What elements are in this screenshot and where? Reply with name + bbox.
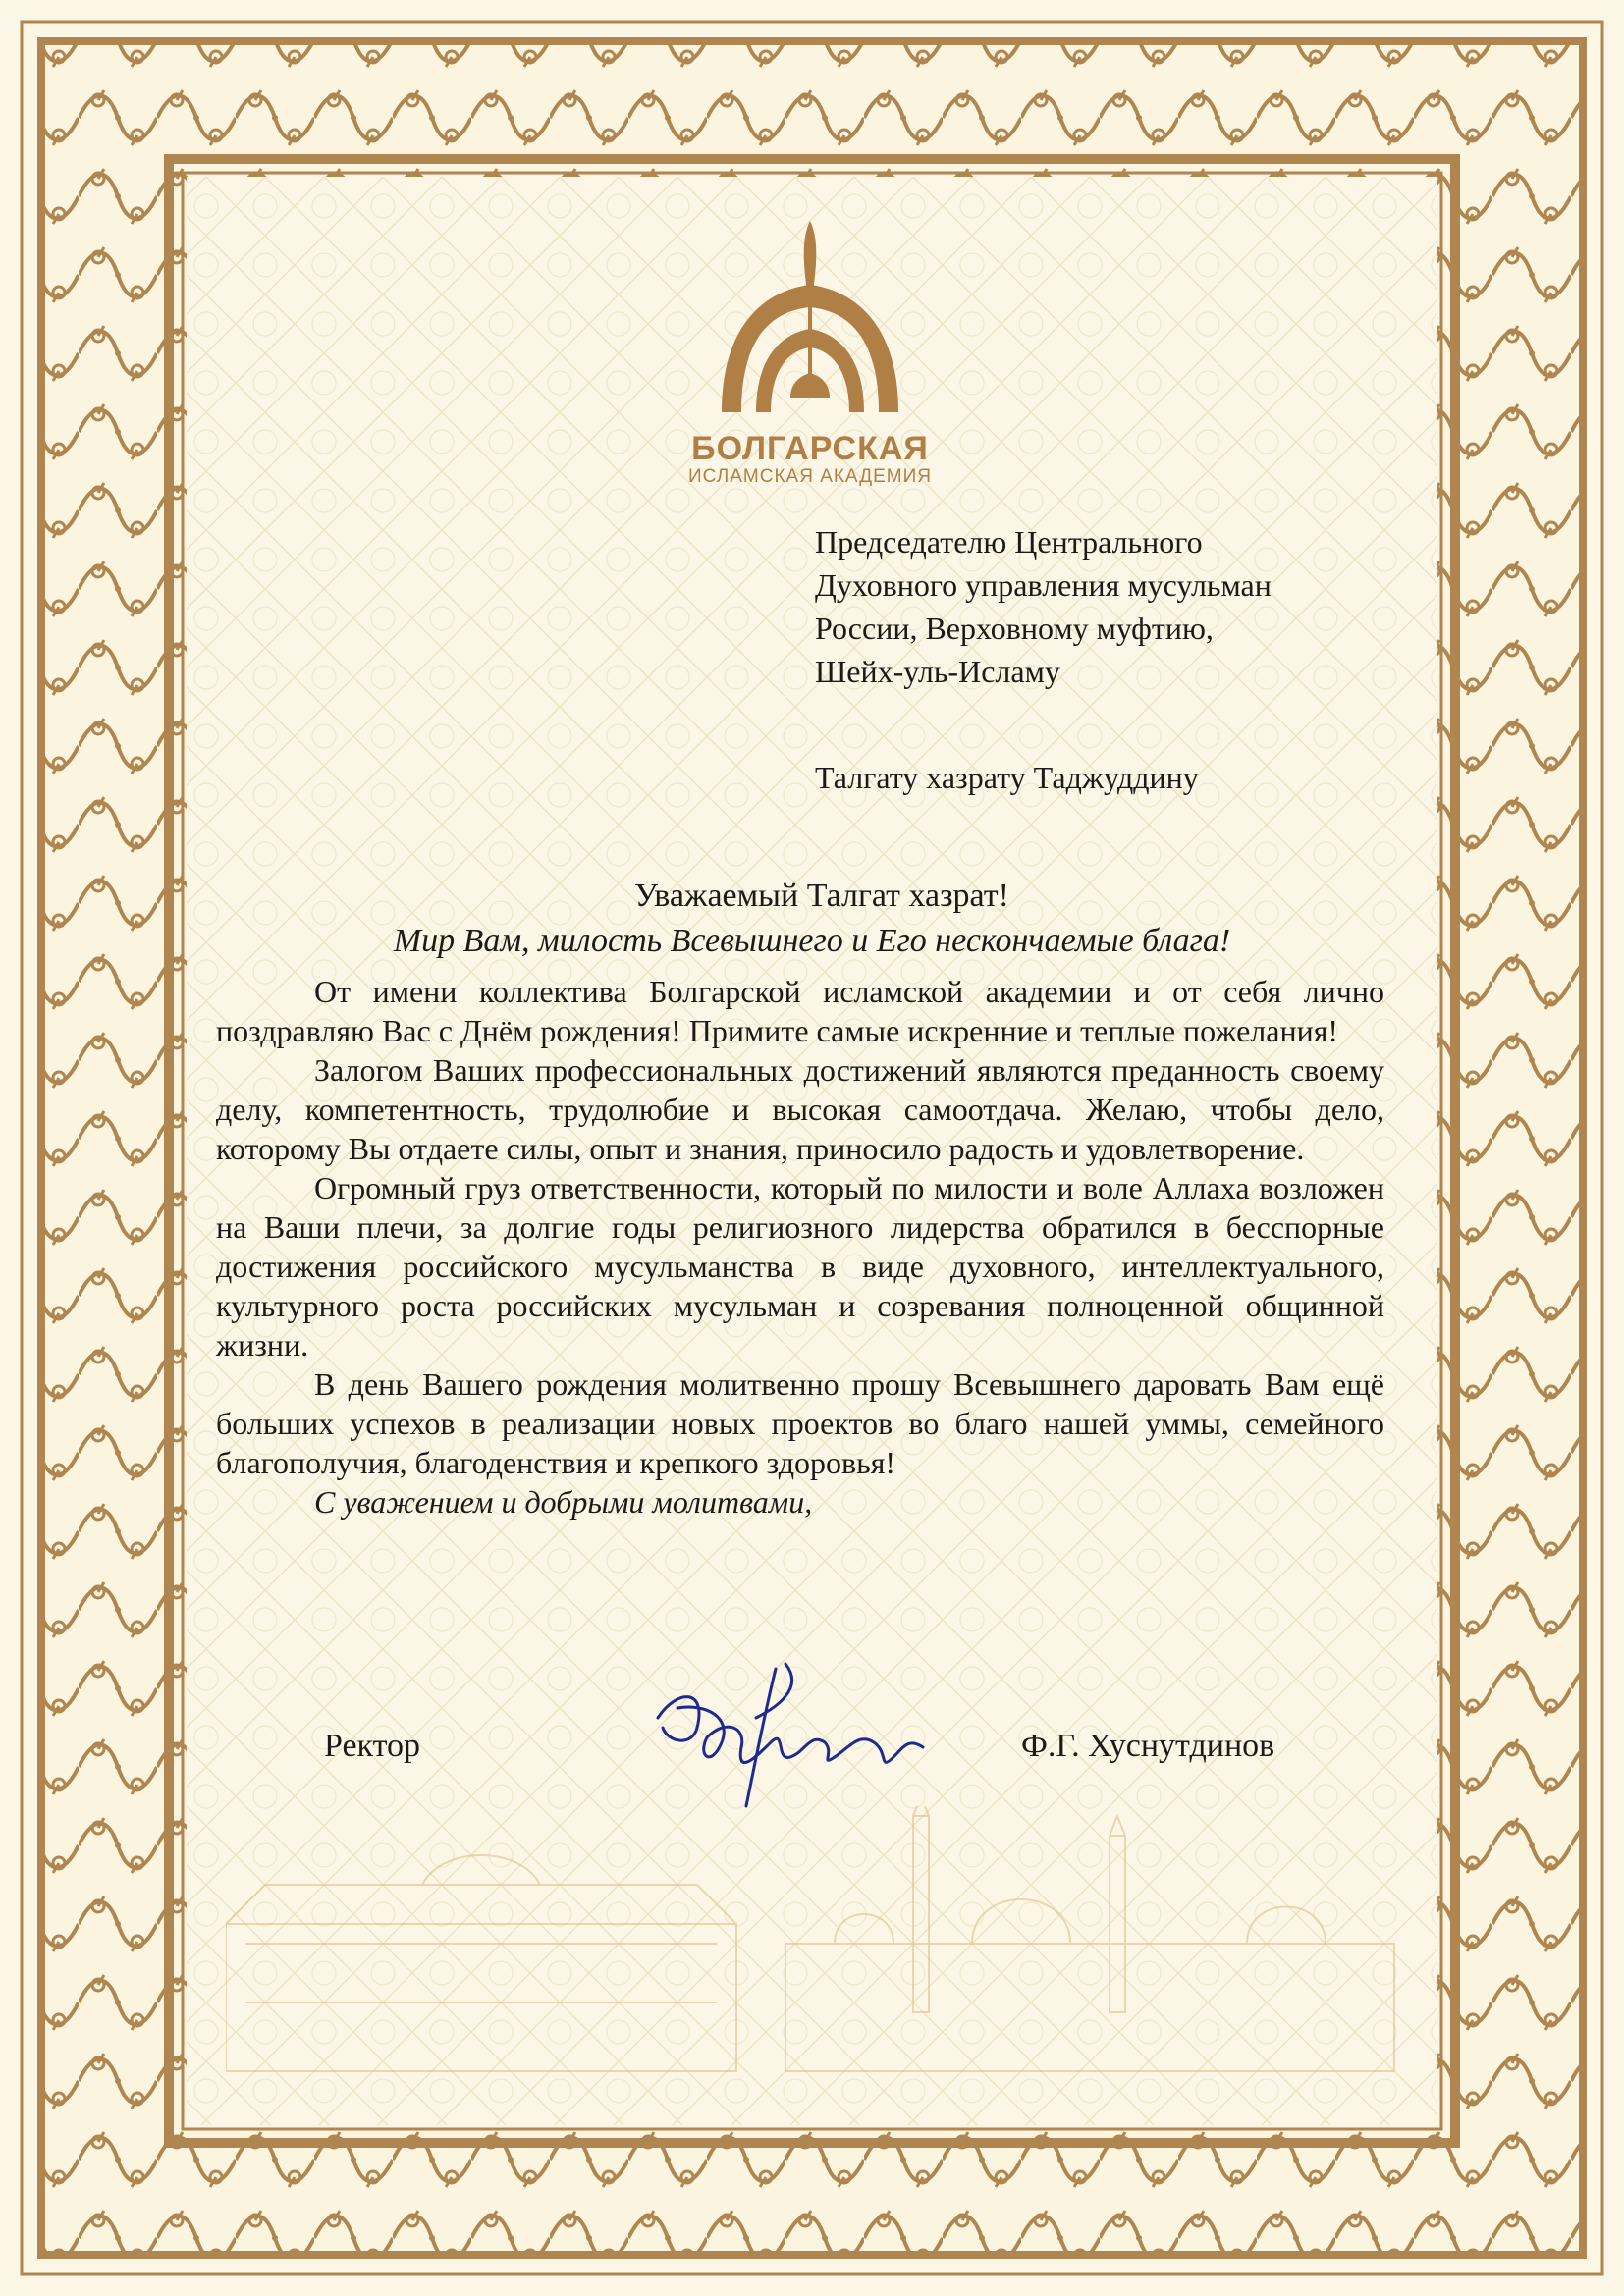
body-paragraph: Залогом Ваших профессиональных достижений являются преданность своему делу, компетентность, трудолюбие и высокая самоотдача. Желаю, чтобы дело, которому Вы отдаете силы, опыт и знания, приносило радость и удовлетворение.	[216, 1052, 1384, 1166]
buildings-watermark-icon	[226, 1806, 1404, 2081]
addressee-name: Талгату хазрату Таджуддину	[815, 760, 1199, 795]
addressee-line: Председателю Центрального	[815, 524, 1203, 560]
salutation: Уважаемый Талгат хазрат!	[634, 878, 1009, 914]
body-paragraph: Огромный груз ответственности, который по милости и воле Аллаха возложен на Ваши плечи, за долгие годы религиозного лидерства обратился в бесспорные достижения российского мусульманства в виде духовного, интеллектуального, культурного роста российских мусульман и созревания полноценной общинной жизни.	[216, 1170, 1384, 1362]
closing-line: С уважением и добрыми молитвами,	[314, 1484, 813, 1520]
greeting-block	[206, 874, 1418, 964]
mosque-dome-logo-icon	[702, 201, 918, 427]
logo-title: БОЛГАРСКАЯ	[691, 430, 929, 467]
addressee-block	[815, 520, 1272, 693]
handwritten-signature	[638, 1649, 933, 1826]
body-paragraph: От имени коллектива Болгарской исламской академии и от себя лично поздравляю Вас с Днём рождения! Примите самые искренние и теплые пожелания!	[216, 974, 1384, 1048]
addressee-line: Духовного управления мусульман	[815, 567, 1272, 603]
academy-logo	[687, 201, 933, 488]
letter-content	[206, 196, 1418, 2081]
logo-subtitle: ИСЛАМСКАЯ АКАДЕМИЯ	[688, 466, 932, 487]
addressee-line: России, Верховному муфтию,	[815, 611, 1214, 646]
addressee-line: Шейх-уль-Исламу	[815, 654, 1060, 689]
signer-title: Ректор	[324, 1728, 421, 1764]
signer-name: Ф.Г. Хуснутдинов	[1021, 1728, 1275, 1764]
body-paragraph: В день Вашего рождения молитвенно прошу Всевышнего даровать Вам ещё больших успехов в реализации новых проектов во благо нашей уммы, семейного благополучия, благоденствия и крепкого здоровья!	[216, 1366, 1384, 1480]
blessing: Мир Вам, милость Всевышнего и Его нескончаемые блага!	[393, 923, 1231, 959]
letter-body	[216, 972, 1384, 1522]
